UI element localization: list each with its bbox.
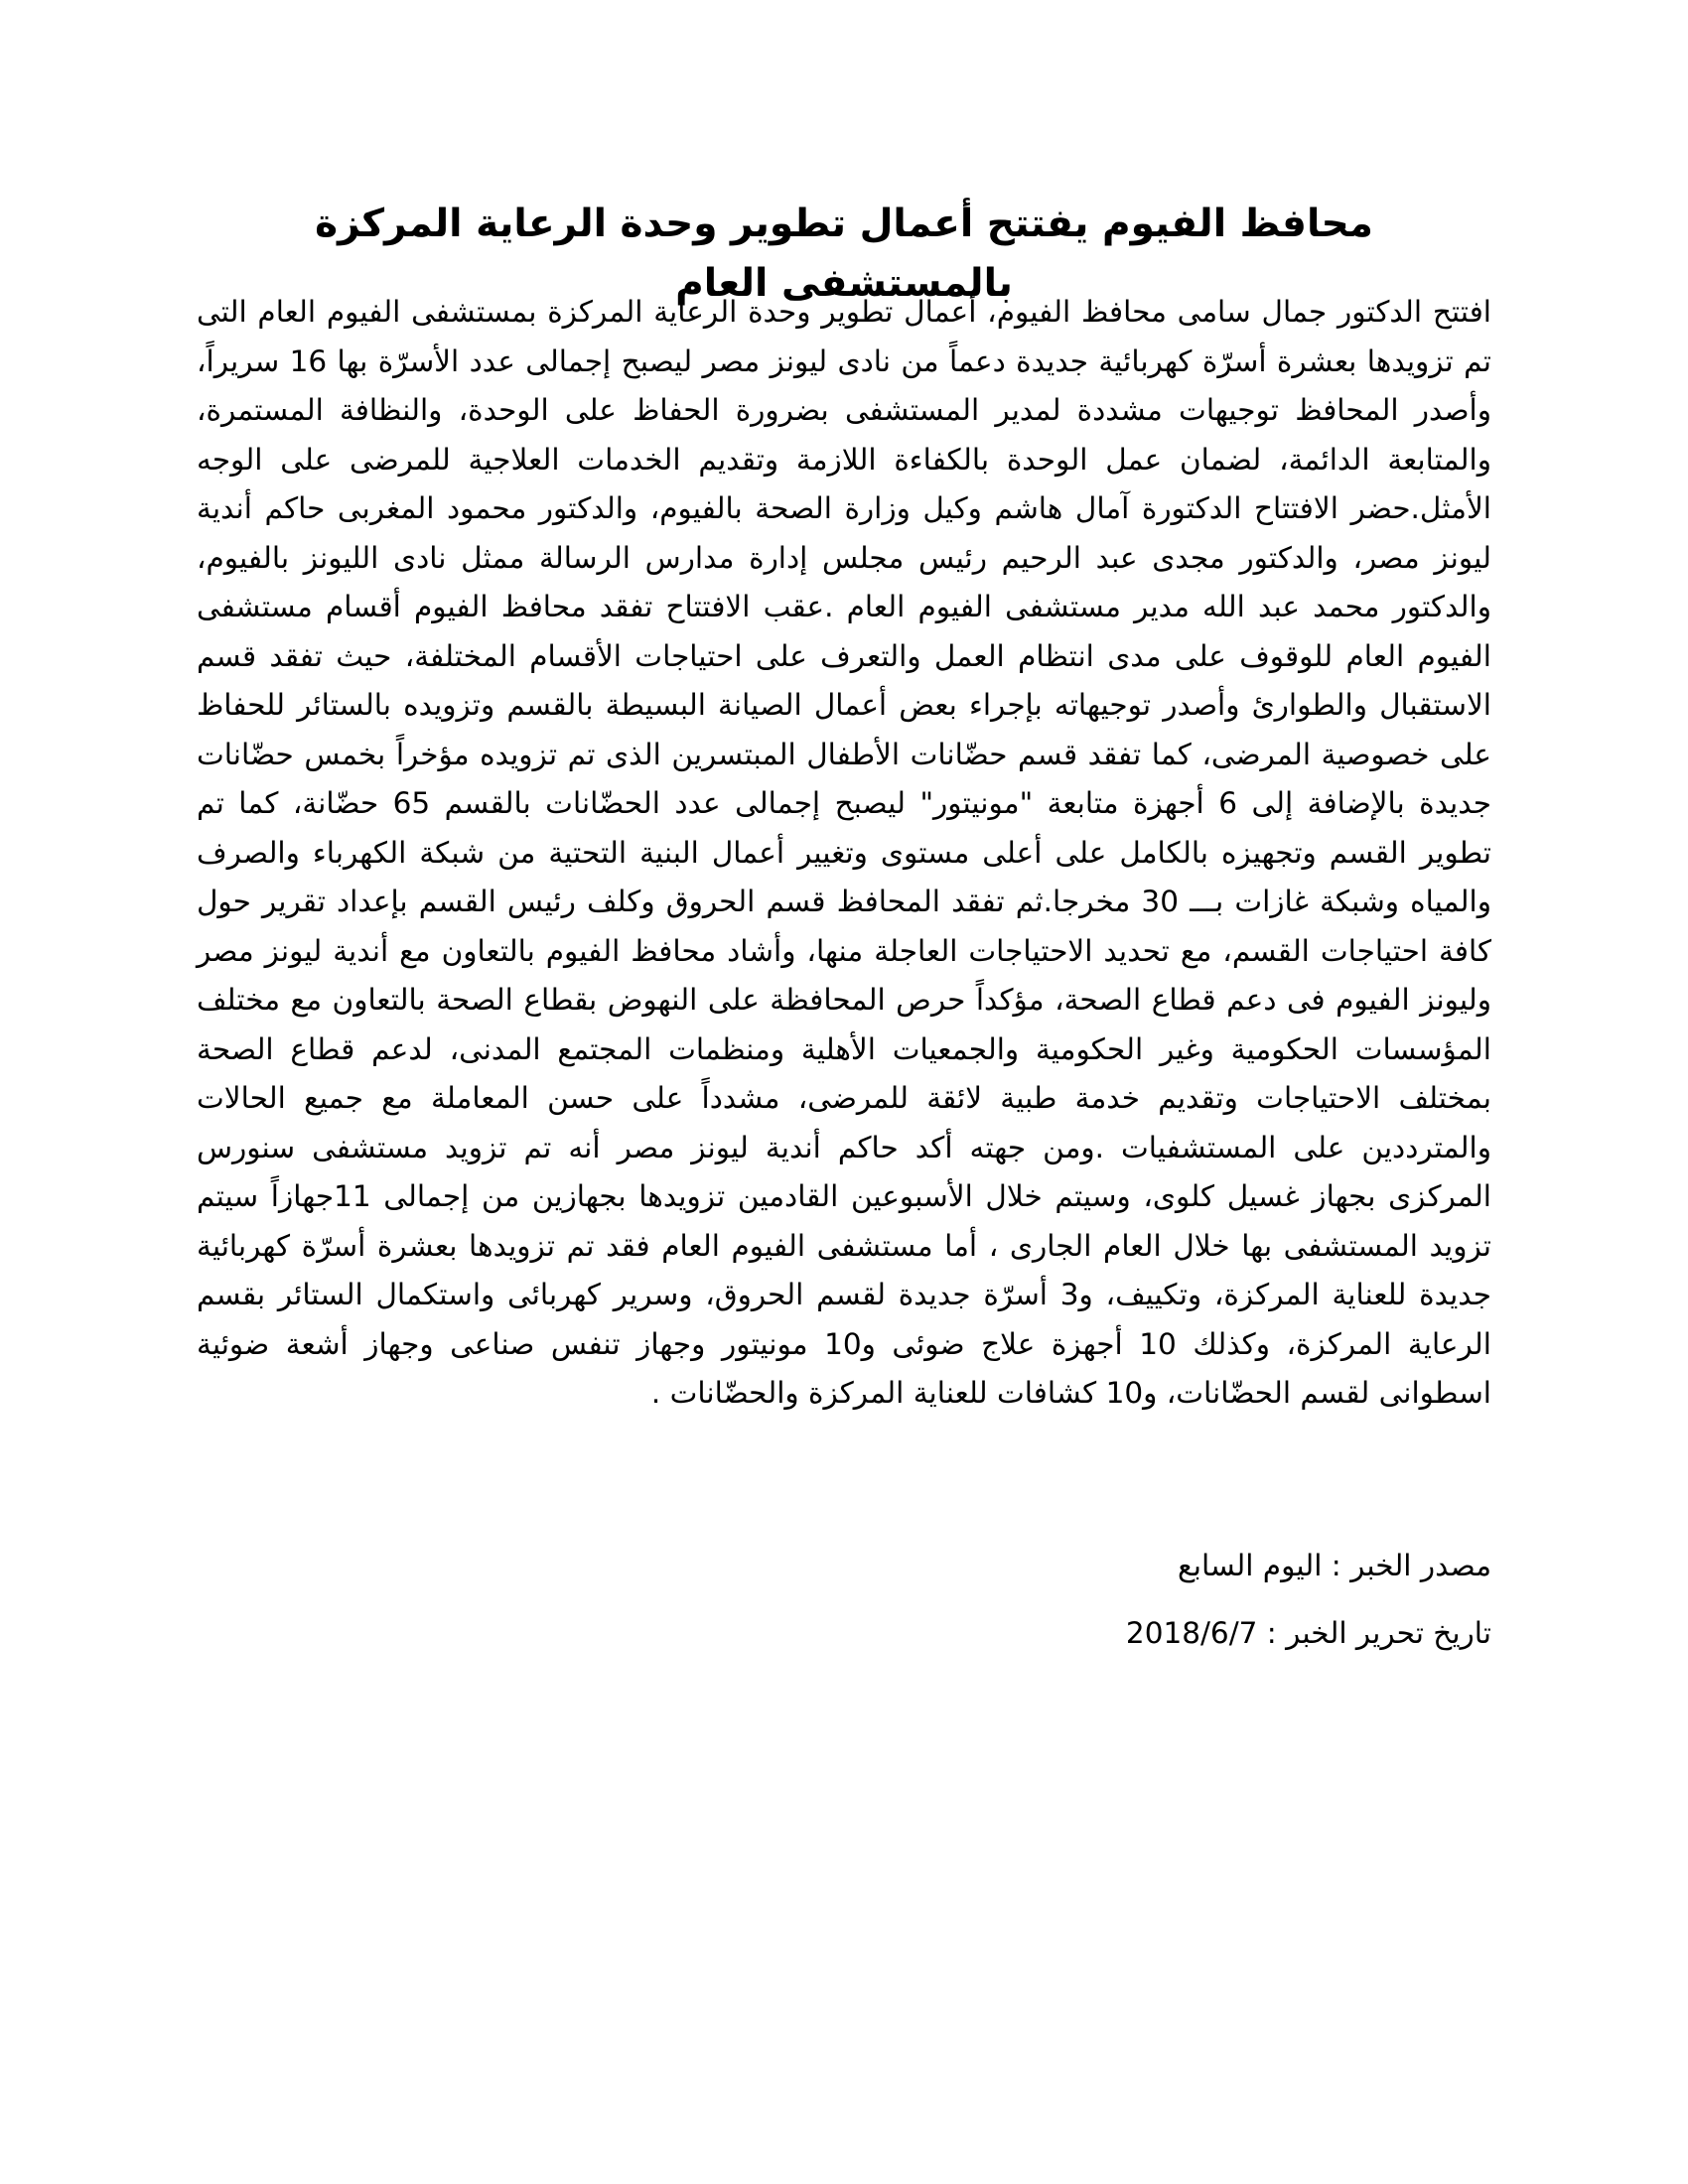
publication-date: تاريخ تحرير الخبر : 2018/6/7 [1125, 1616, 1491, 1650]
article-body: افتتح الدكتور جمال سامى محافظ الفيوم، أعمال تطوير وحدة الرعاية المركزة بمستشفى الفيوم العام التى تم تزويدها بعشرة أسرّة كهربائية جديدة دعماً من نادى ليونز مصر ليصبح إجمالى عدد الأسرّة بها 16 سريراً، وأصدر المحافظ توجيهات مشددة لمدير المستشفى بضرورة الحفاظ على الوحدة، والنظافة المستمرة، والمتابعة الدائمة، لضمان عمل الوحدة بالكفاءة اللازمة وتقديم الخدمات العلاجية للمرضى على الوجه الأمثل.حضر الافتتاح الدكتورة آمال هاشم وكيل وزارة الصحة بالفيوم، والدكتور محمود المغربى حاكم أندية ليونز مصر، والدكتور مجدى عبد الرحيم رئيس مجلس إدارة مدارس الرسالة ممثل نادى الليونز بالفيوم، والدكتور محمد عبد الله مدير مستشفى الفيوم العام .عقب الافتتاح تفقد محافظ الفيوم أقسام مستشفى الفيوم العام للوقوف على مدى انتظام العمل والتعرف على احتياجات الأقسام المختلفة، حيث تفقد قسم الاستقبال والطوارئ وأصدر توجيهاته بإجراء بعض أعمال الصيانة البسيطة بالقسم وتزويده بالستائر للحفاظ على خصوصية المرضى، كما تفقد قسم حضّانات الأطفال المبتسرين الذى تم تزويده مؤخراً بخمس حضّانات جديدة بالإضافة إلى 6 أجهزة متابعة "مونيتور" ليصبح إجمالى عدد الحضّانات بالقسم 65 حضّانة، كما تم تطوير القسم وتجهيزه بالكامل على أعلى مستوى وتغيير أعمال البنية التحتية من شبكة الكهرباء والصرف والمياه وشبكة غازات بـــ 30 مخرجا.ثم تفقد المحافظ قسم الحروق وكلف رئيس القسم بإعداد تقرير حول كافة احتياجات القسم، مع تحديد الاحتياجات العاجلة منها، وأشاد محافظ الفيوم بالتعاون مع أندية ليونز مصر وليونز الفيوم فى دعم قطاع الصحة، مؤكداً حرص المحافظة على النهوض بقطاع الصحة بالتعاون مع مختلف المؤسسات الحكومية وغير الحكومية والجمعيات الأهلية ومنظمات المجتمع المدنى، لدعم قطاع الصحة بمختلف الاحتياجات وتقديم خدمة طبية لائقة للمرضى، مشدداً على حسن المعاملة مع جميع الحالات والمترددين على المستشفيات .ومن جهته أكد حاكم أندية ليونز مصر أنه تم تزويد مستشفى سنورس المركزى بجهاز غسيل كلوى، وسيتم خلال الأسبوعين القادمين تزويدها بجهازين من إجمالى 11جهازاً سيتم تزويد المستشفى بها خلال العام الجارى ، أما مستشفى الفيوم العام فقد تم تزويدها بعشرة أسرّة كهربائية جديدة للعناية المركزة، وتكييف، و3 أسرّة جديدة لقسم الحروق، وسرير كهربائى واستكمال الستائر بقسم الرعاية المركزة، وكذلك 10 أجهزة علاج ضوئى و10 مونيتور وجهاز تنفس صناعى وجهاز أشعة ضوئية اسطوانى لقسم الحضّانات، و10 كشافات للعناية المركزة والحضّانات . [197, 295, 1492, 1410]
article-title: محافظ الفيوم يفتتح أعمال تطوير وحدة الرعاية المركزة بالمستشفى العام [315, 202, 1373, 306]
news-source: مصدر الخبر : اليوم السابع [1178, 1549, 1491, 1582]
